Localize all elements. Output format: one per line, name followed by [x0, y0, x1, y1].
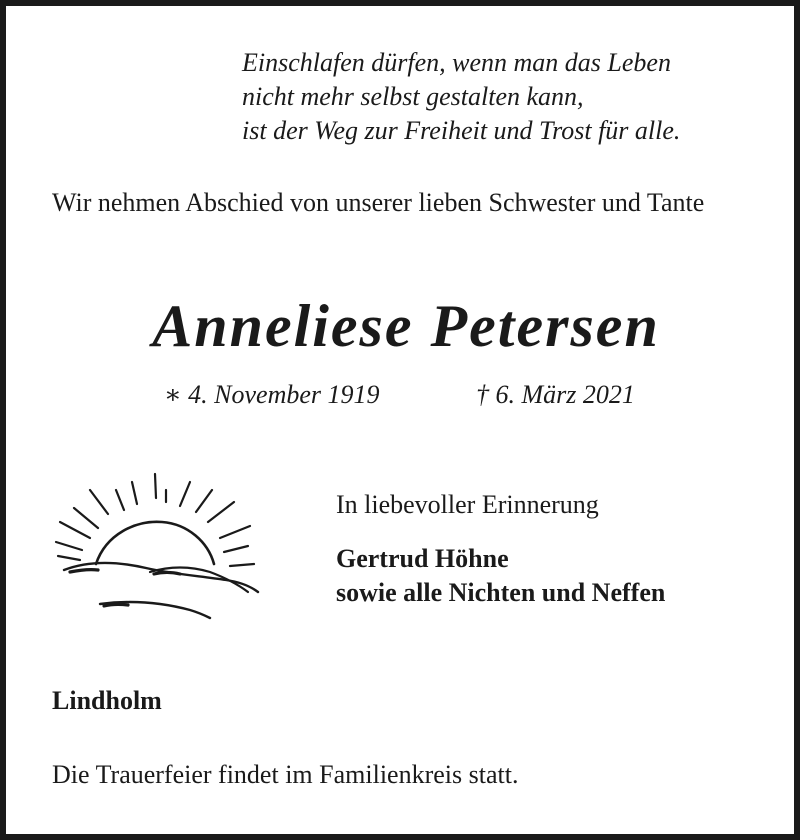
birth-date: ∗ 4. November 1919 [164, 380, 380, 409]
poem-line: ist der Weg zur Freiheit und Trost für alle. [242, 116, 681, 145]
poem-line: nicht mehr selbst gestalten kann, [242, 82, 584, 111]
poem-line: Einschlafen dürfen, wenn man das Leben [242, 48, 671, 77]
sunset-over-hills-icon [50, 468, 264, 624]
funeral-note: Die Trauerfeier findet im Familienkreis statt. [52, 760, 519, 789]
deceased-name: Anneliese Petersen [152, 293, 660, 359]
signer: Gertrud Höhne [336, 544, 509, 573]
death-date: † 6. März 2021 [476, 380, 635, 409]
poem [242, 46, 680, 148]
intro-text: Wir nehmen Abschied von unserer lieben Schwester und Tante [52, 188, 705, 217]
signer: sowie alle Nichten und Neffen [336, 578, 666, 607]
place-name: Lindholm [52, 686, 162, 715]
signers [336, 542, 665, 610]
memory-line: In liebevoller Erinnerung [336, 490, 599, 519]
